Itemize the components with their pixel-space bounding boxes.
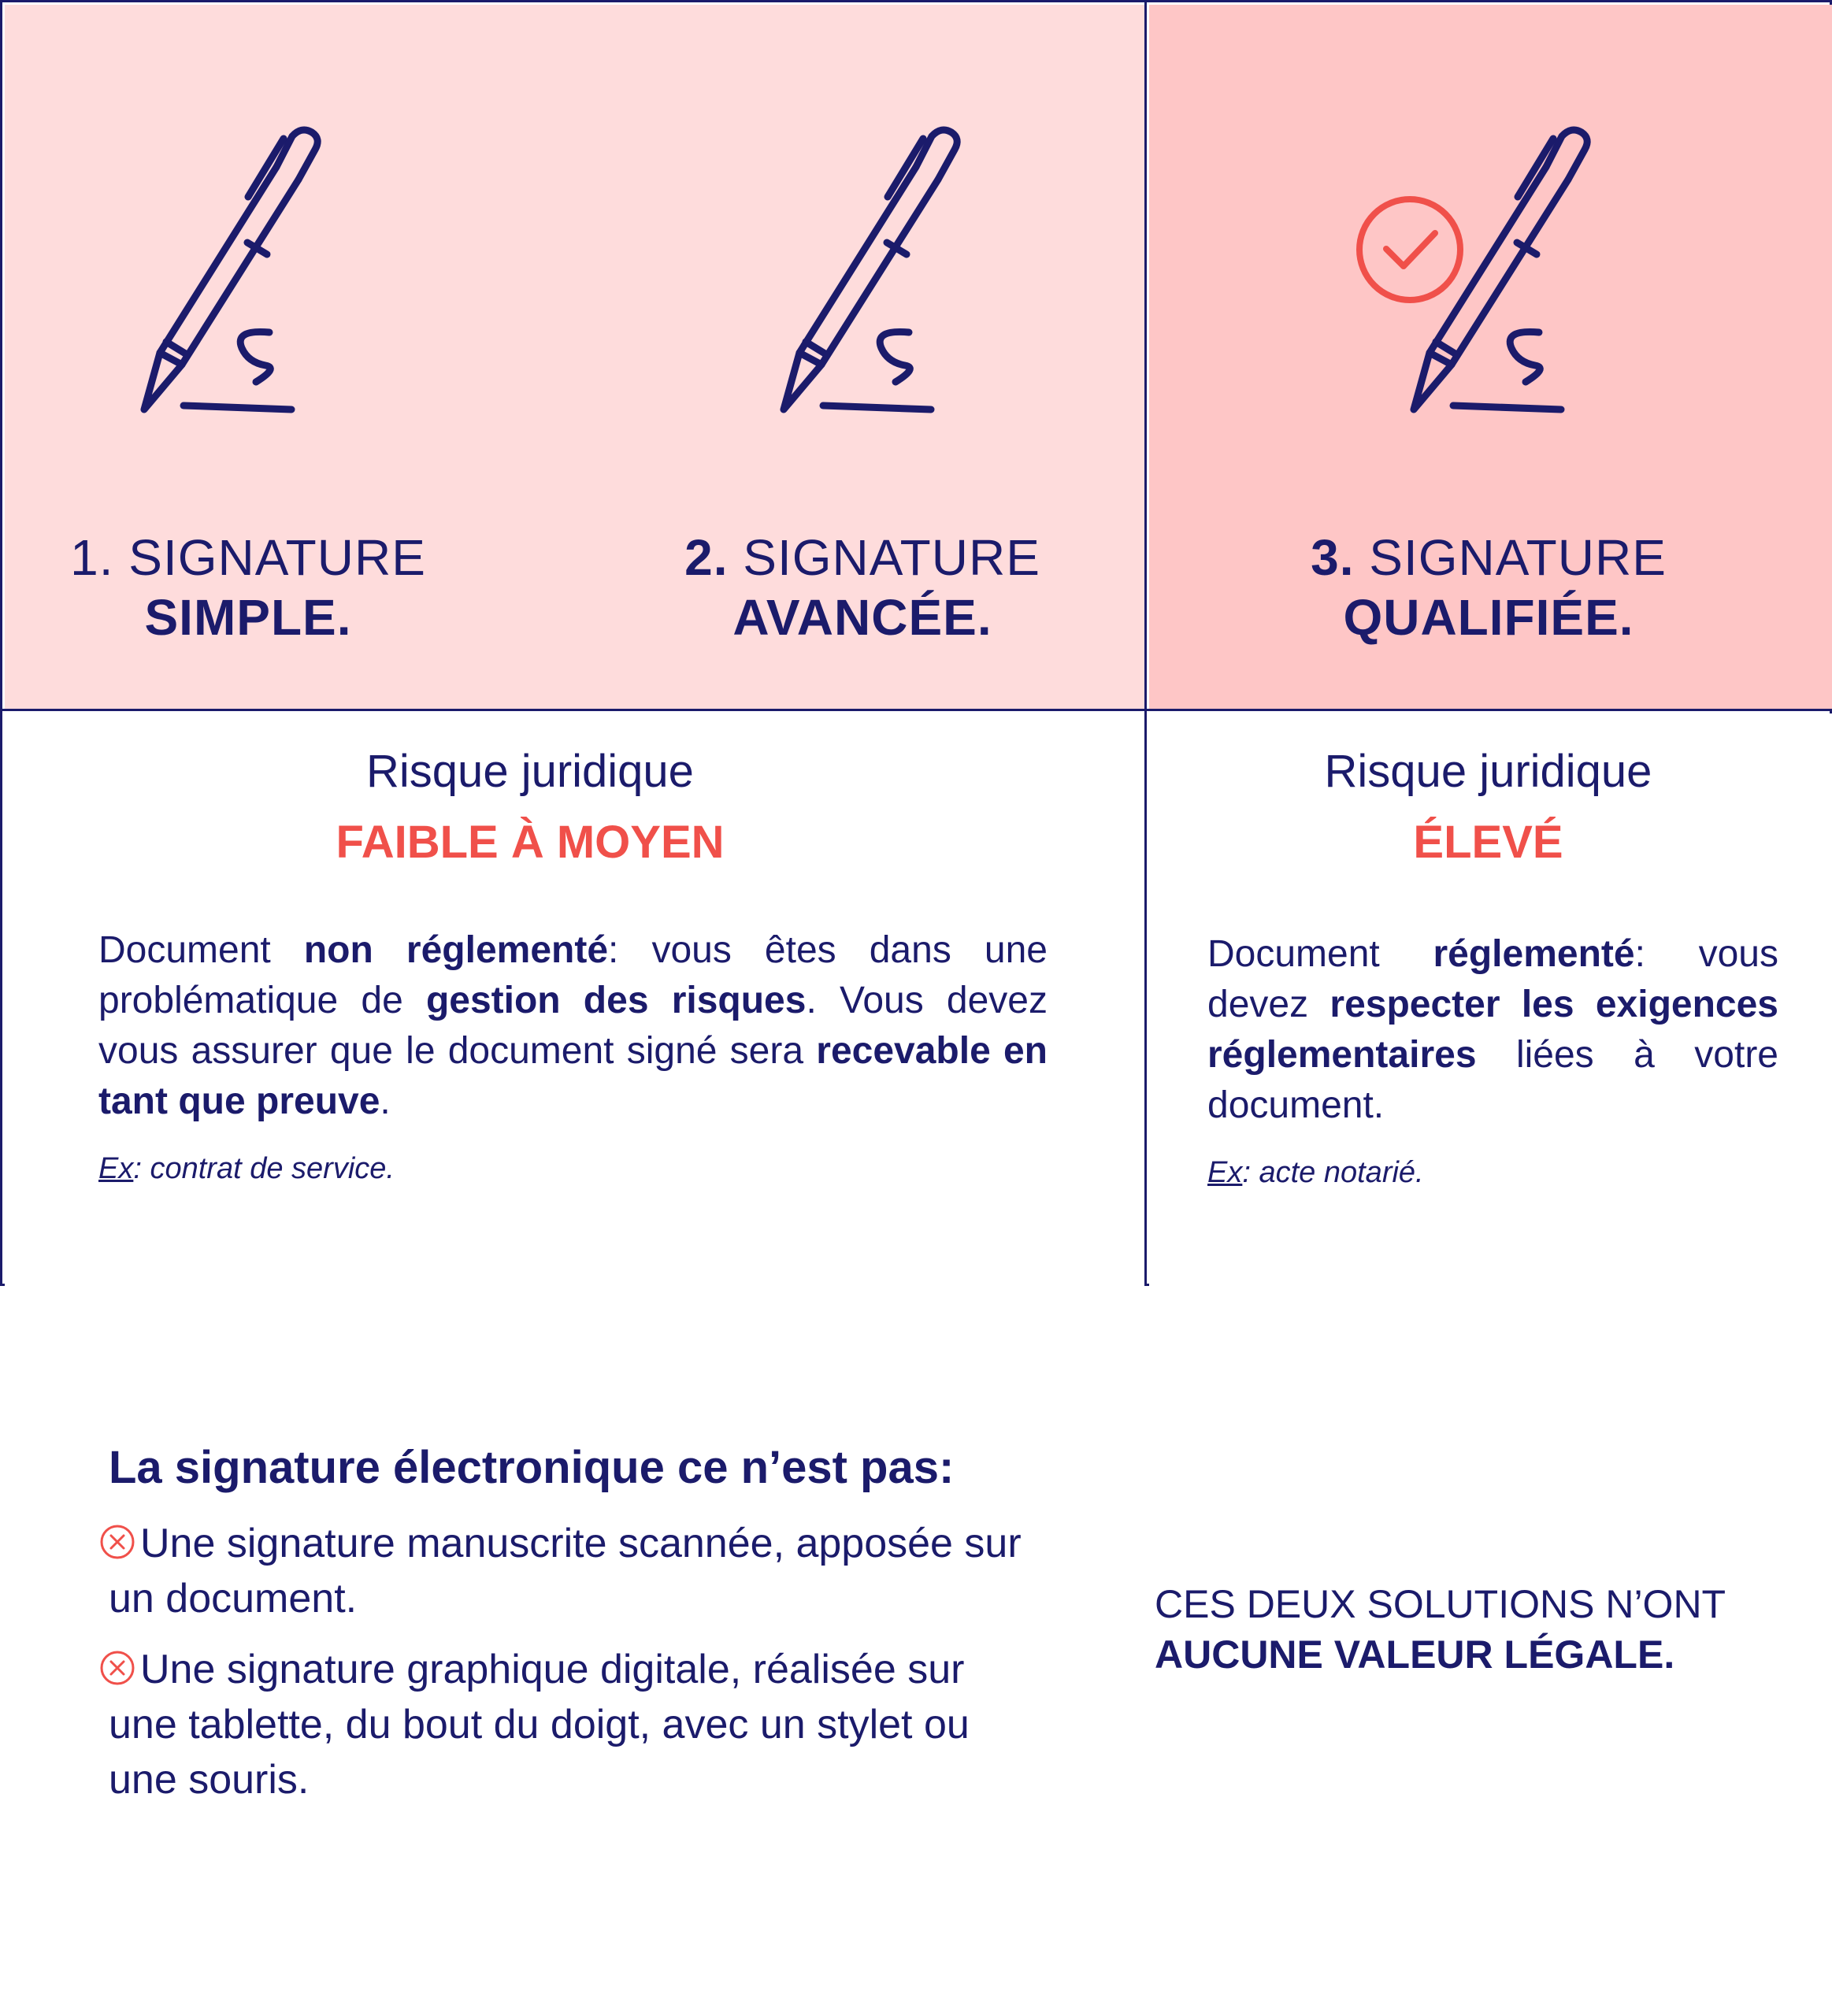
- desc-emphasis: réglementé: [1433, 933, 1635, 975]
- x-circle-icon: [99, 1524, 135, 1560]
- conclusion: [1155, 1579, 1726, 1680]
- risk-high-example: [1207, 1156, 1424, 1190]
- risk-high-header: [1147, 744, 1830, 870]
- x-circle-icon: [99, 1650, 135, 1686]
- column-divider: [1144, 0, 1147, 1286]
- tier-level: SIMPLE.: [144, 589, 352, 646]
- conclusion-emphasis: AUCUNE VALEUR LÉGALE.: [1155, 1632, 1675, 1677]
- risk-title: Risque juridique: [366, 746, 694, 797]
- not-section-title: La signature électronique ce n’est pas:: [109, 1442, 955, 1493]
- desc-text: . Vous devez vous assurer que le document signé sera: [98, 980, 1048, 1072]
- desc-text: .: [380, 1080, 391, 1122]
- risk-low-description: [98, 925, 1048, 1127]
- risk-low-example: [98, 1152, 395, 1186]
- tier-word: SIGNATURE: [1369, 529, 1667, 586]
- example-key: Ex: [1207, 1156, 1243, 1189]
- tier-number: 1.: [70, 529, 114, 586]
- desc-text: Document: [98, 929, 304, 971]
- tier-number: 2.: [684, 529, 729, 586]
- tier-label: [28, 528, 469, 647]
- desc-emphasis: non réglementé: [303, 929, 609, 971]
- risk-level: ÉLEVÉ: [1413, 817, 1563, 868]
- list-item: [109, 1516, 1054, 1626]
- tier-label: [642, 528, 1083, 647]
- pen-signature-icon: [642, 118, 1083, 433]
- risk-level: FAIBLE À MOYEN: [336, 817, 725, 868]
- pen-signature-icon: [28, 118, 469, 433]
- desc-text: liées à votre document.: [1207, 1034, 1778, 1126]
- tier-number: 3.: [1311, 529, 1355, 586]
- example-key: Ex: [98, 1152, 134, 1185]
- list-item-text: Une signature manuscrite scannée, apposée sur un document.: [109, 1521, 1022, 1621]
- tier-word: SIGNATURE: [128, 529, 426, 586]
- pen-signature-icon: [1268, 118, 1709, 433]
- desc-text: Document: [1207, 933, 1433, 975]
- example-text: : contrat de service.: [133, 1152, 395, 1185]
- risk-title: Risque juridique: [1324, 746, 1652, 797]
- conclusion-line: CES DEUX SOLUTIONS N’ONT: [1155, 1582, 1726, 1626]
- list-item-text: Une signature graphique digitale, réalisée sur une tablette, du bout du doigt, avec un stylet ou une souris.: [109, 1647, 970, 1803]
- tier-level: AVANCÉE.: [732, 589, 992, 646]
- tier-word: SIGNATURE: [743, 529, 1040, 586]
- list-item: [109, 1642, 1014, 1807]
- risk-high-description: [1207, 929, 1778, 1131]
- risk-low-header: [2, 744, 1058, 870]
- desc-emphasis: recevable en tant que preuve: [98, 1030, 1048, 1122]
- tier-level: QUALIFIÉE.: [1343, 589, 1634, 646]
- desc-text: : vous êtes dans une problématique de: [98, 929, 1048, 1021]
- check-circle-icon: [1359, 199, 1460, 300]
- desc-text: : vous devez: [1207, 933, 1778, 1025]
- desc-emphasis: gestion des risques: [425, 980, 807, 1021]
- desc-emphasis: respecter les exigences réglementaires: [1207, 984, 1779, 1076]
- tier-label: [1268, 528, 1709, 647]
- row-divider: [0, 709, 1832, 711]
- example-text: : acte notarié.: [1242, 1156, 1424, 1189]
